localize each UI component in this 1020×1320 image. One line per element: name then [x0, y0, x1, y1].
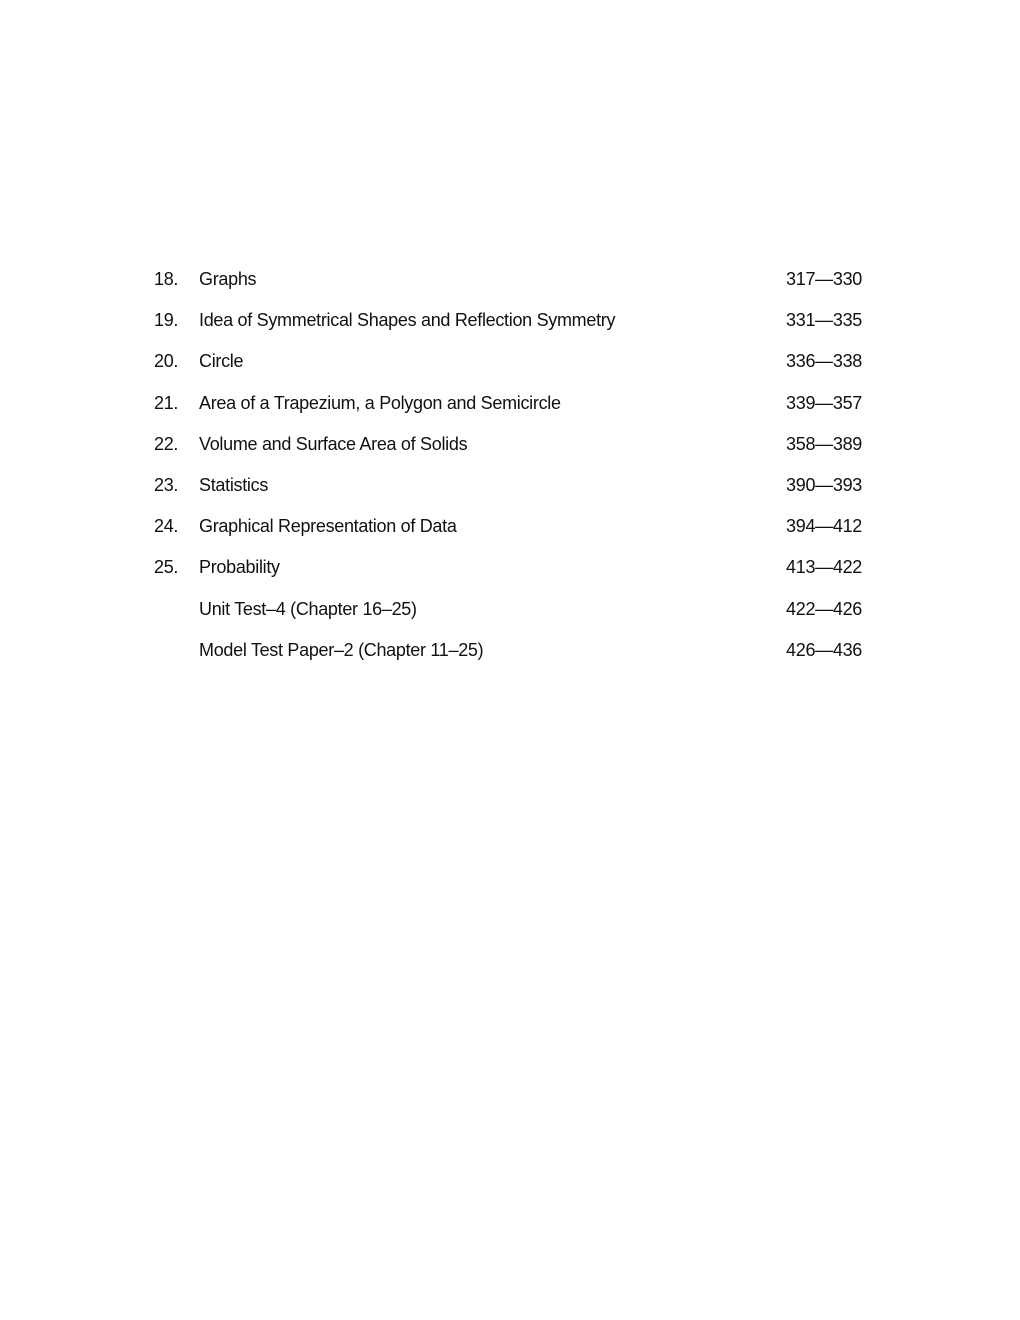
toc-entry [154, 348, 862, 389]
chapter-number: 23. [154, 474, 179, 495]
chapter-number: 21. [154, 392, 179, 413]
chapter-title: Circle [199, 351, 244, 372]
chapter-title: Probability [199, 557, 280, 578]
page-range: 390—393 [786, 474, 862, 495]
chapter-title: Graphs [199, 269, 257, 289]
chapter-title: Statistics [199, 474, 269, 495]
chapter-number: 20. [154, 351, 179, 372]
toc-entry [154, 637, 862, 678]
page-range: 394—412 [786, 516, 862, 537]
chapter-number: 22. [154, 433, 179, 454]
toc-entry [154, 596, 862, 637]
toc-entry [154, 431, 862, 472]
chapter-number: 24. [154, 516, 179, 537]
chapter-title: Model Test Paper–2 (Chapter 11–25) [199, 639, 484, 660]
toc-entry [154, 266, 862, 307]
page-range: 336—338 [786, 351, 862, 372]
chapter-number: 25. [154, 557, 179, 578]
chapter-number: 18. [154, 269, 179, 289]
toc-entry [154, 513, 862, 554]
page-range: 358—389 [786, 433, 862, 454]
page-range: 422—426 [786, 598, 862, 619]
page-range: 413—422 [786, 557, 862, 578]
chapter-title: Unit Test–4 (Chapter 16–25) [199, 598, 417, 619]
chapter-title: Idea of Symmetrical Shapes and Reflection Symmetry [199, 310, 616, 331]
toc-entry [154, 472, 862, 513]
page-range: 426—436 [786, 639, 862, 660]
toc-entry [154, 307, 862, 348]
chapter-title: Volume and Surface Area of Solids [199, 433, 468, 454]
chapter-title: Area of a Trapezium, a Polygon and Semicircle [199, 392, 561, 413]
toc-entry [154, 390, 862, 431]
toc-entry [154, 554, 862, 595]
page-range: 331—335 [786, 310, 862, 331]
chapter-number: 19. [154, 310, 179, 331]
table-of-contents [154, 266, 862, 678]
chapter-title: Graphical Representation of Data [199, 516, 457, 537]
page-range: 339—357 [786, 392, 862, 413]
page-range: 317—330 [786, 269, 862, 289]
